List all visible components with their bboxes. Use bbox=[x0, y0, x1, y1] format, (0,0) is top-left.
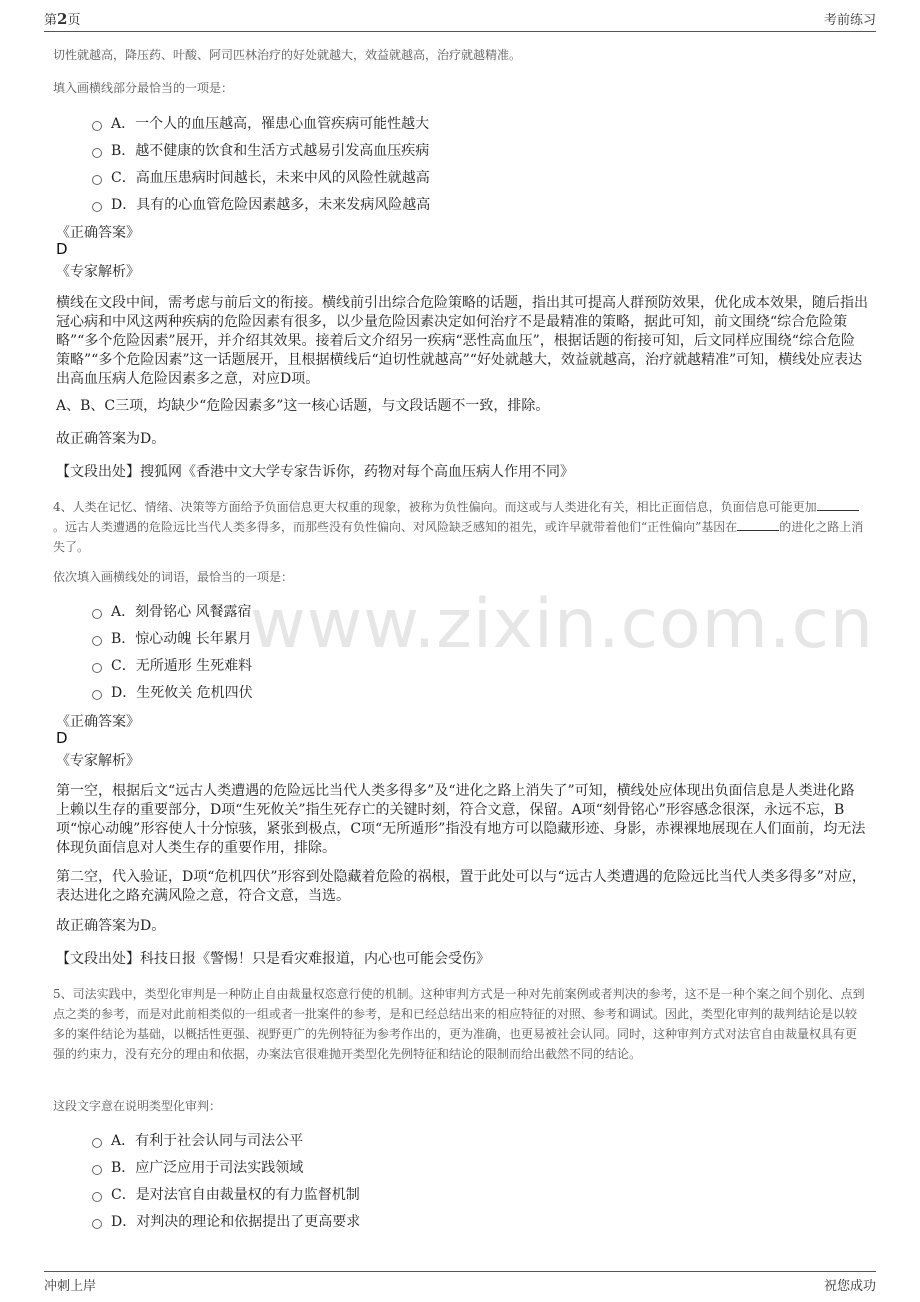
q4-option-b[interactable]: B．惊心动魄 长年累月 bbox=[92, 628, 252, 648]
radio-icon[interactable] bbox=[92, 636, 102, 646]
q3-analysis-p2: A、B、C三项，均缺少“危险因素多”这一核心话题，与文段话题不一致，排除。 bbox=[56, 398, 550, 414]
q4-analysis-p3: 故正确答案为D。 bbox=[56, 918, 166, 934]
q5-prompt: 这段文字意在说明类型化审判： bbox=[53, 1099, 222, 1113]
fill-blank bbox=[737, 519, 779, 531]
radio-icon[interactable] bbox=[92, 1192, 102, 1202]
q3-analysis-label: 《专家解析》 bbox=[56, 264, 140, 280]
radio-icon[interactable] bbox=[92, 1138, 102, 1148]
q4-answer-label: 《正确答案》 bbox=[56, 714, 140, 730]
q3-option-c[interactable]: C．高血压患病时间越长，未来中风的风险性就越高 bbox=[92, 167, 430, 187]
radio-icon[interactable] bbox=[92, 1219, 102, 1229]
q5-option-b[interactable]: B．应广泛应用于司法实践领域 bbox=[92, 1157, 303, 1177]
q4-option-c[interactable]: C．无所遁形 生死难料 bbox=[92, 655, 252, 675]
radio-icon[interactable] bbox=[92, 1165, 102, 1175]
q3-source: 【文段出处】搜狐网《香港中文大学专家告诉你，药物对每个高血压病人作用不同》 bbox=[56, 464, 574, 480]
radio-icon[interactable] bbox=[92, 690, 102, 700]
q4-option-a[interactable]: A．刻骨铭心 风餐露宿 bbox=[92, 601, 252, 621]
radio-icon[interactable] bbox=[92, 609, 102, 619]
q3-option-b[interactable]: B．越不健康的饮食和生活方式越易引发高血压疾病 bbox=[92, 140, 429, 160]
q4-analysis-label: 《专家解析》 bbox=[56, 753, 140, 769]
q4-source: 【文段出处】科技日报《警惕！只是看灾难报道，内心也可能会受伤》 bbox=[56, 951, 490, 967]
q3-answer-label: 《正确答案》 bbox=[56, 225, 140, 241]
q5-option-c[interactable]: C．是对法官自由裁量权的有力监督机制 bbox=[92, 1184, 360, 1204]
q4-analysis-p2: 第二空，代入验证，D项“危机四伏”形容到处隐藏着危险的祸根，置于此处可以与“远古人类遭遇的危险远比当代人类多得多”对应，表达进化之路充满风险之意，符合文意，当选。 bbox=[56, 869, 866, 904]
q4-analysis-p1: 第一空，根据后文“远古人类遭遇的危险远比当代人类多得多”及“进化之路上消失了”可知，横线处应体现出负面信息是人类进化路上赖以生存的重要部分，D项“生死攸关”指生死存亡的关键时刻，符合文意，保留。A项“刻骨铭心”形容感念很深，永远不忘，B项“惊心动魄”形容使人十分惊骇，紧张到极点，C项“无所遁形”指没有地方可以隐藏形迹、身影，赤裸裸地展现在人们面前，均无法体现负面信息对人类生存的重要作用，排除。 bbox=[56, 783, 866, 856]
q5-option-a[interactable]: A．有利于社会认同与司法公平 bbox=[92, 1130, 303, 1150]
header-title: 考前练习 bbox=[823, 13, 876, 28]
radio-icon[interactable] bbox=[92, 175, 102, 185]
footer-right: 祝您成功 bbox=[823, 1279, 876, 1294]
page-number: 第 2 页 bbox=[44, 10, 81, 28]
fill-blank bbox=[817, 499, 859, 511]
radio-icon[interactable] bbox=[92, 148, 102, 158]
radio-icon[interactable] bbox=[92, 663, 102, 673]
radio-icon[interactable] bbox=[92, 121, 102, 131]
q3-prompt: 填入画横线部分最恰当的一项是： bbox=[53, 81, 234, 95]
q3-option-d[interactable]: D．具有的心血管危险因素越多，未来发病风险越高 bbox=[92, 194, 430, 214]
q4-option-d[interactable]: D．生死攸关 危机四伏 bbox=[92, 682, 253, 702]
q3-passage-tail: 切性就越高，降压药、叶酸、阿司匹林治疗的好处就越大，效益就越高，治疗就越精准。 bbox=[53, 48, 522, 62]
q5-option-d[interactable]: D．对判决的理论和依据提出了更高要求 bbox=[92, 1211, 360, 1231]
q4-passage: 4、人类在记忆、情绪、决策等方面给予负面信息更大权重的现象，被称为负性偏向。而这或与人类进化有关，相比正面信息，负面信息可能更加。远古人类遭遇的危险远比当代人类多得多，而那些没有负性偏向、对风险缺乏感知的祖先，或许早就带着他们“正性偏向”基因在 的进化之路上消失了。 bbox=[53, 500, 864, 554]
footer-left: 冲刺上岸 bbox=[44, 1279, 97, 1294]
q3-answer: D bbox=[56, 240, 68, 258]
q3-option-a[interactable]: A．一个人的血压越高，罹患心血管疾病可能性越大 bbox=[92, 113, 429, 133]
q3-analysis-p1: 横线在文段中间，需考虑与前后文的衔接。横线前引出综合危险策略的话题，指出其可提高人群预防效果，优化成本效果，随后指出冠心病和中风这两种疾病的危险因素有很多，以少量危险因素决定如何治疗不是最精准的策略，据此可知，前文围绕“综合危险策略”“多个危险因素”展开，并介绍其效果。接着后文介绍另一疾病“恶性高血压”，根据话题的衔接可知，后文同样应围绕“综合危险策略”“多个危险因素”这一话题展开，且根据横线后“迫切性就越高”“好处就越大，效益就越高，治疗就越精准”可知，横线处应表达出高血压病人危险因素多之意，对应D项。 bbox=[56, 295, 868, 387]
radio-icon[interactable] bbox=[92, 202, 102, 212]
page-header bbox=[44, 9, 876, 32]
page-footer bbox=[44, 1271, 876, 1294]
q4-answer: D bbox=[56, 729, 68, 747]
q5-passage: 5、司法实践中，类型化审判是一种防止自由裁量权恣意行使的机制。这种审判方式是一种对先前案例或者判决的参考，这不是一种个案之间个别化、点到点之类的参考，而是对此前相类似的一组或者一批案件的参考，是和已经总结出来的相应特征的对照、参考和调试。因此，类型化审判的裁判结论是以较多的案件结论为基础，以概括性更强、视野更广的先例特征为参考作出的，更为准确，也更易被社会认同。同时，这种审判方式对法官自由裁量权具有更强的约束力，没有充分的理由和依据，办案法官很难抛开类型化先例特征和结论的限制而给出截然不同的结论。 bbox=[53, 987, 865, 1061]
q3-analysis-p3: 故正确答案为D。 bbox=[56, 431, 166, 447]
watermark: www.zixin.com.cn bbox=[250, 585, 874, 664]
q4-prompt: 依次填入画横线处的词语，最恰当的一项是： bbox=[53, 570, 294, 584]
